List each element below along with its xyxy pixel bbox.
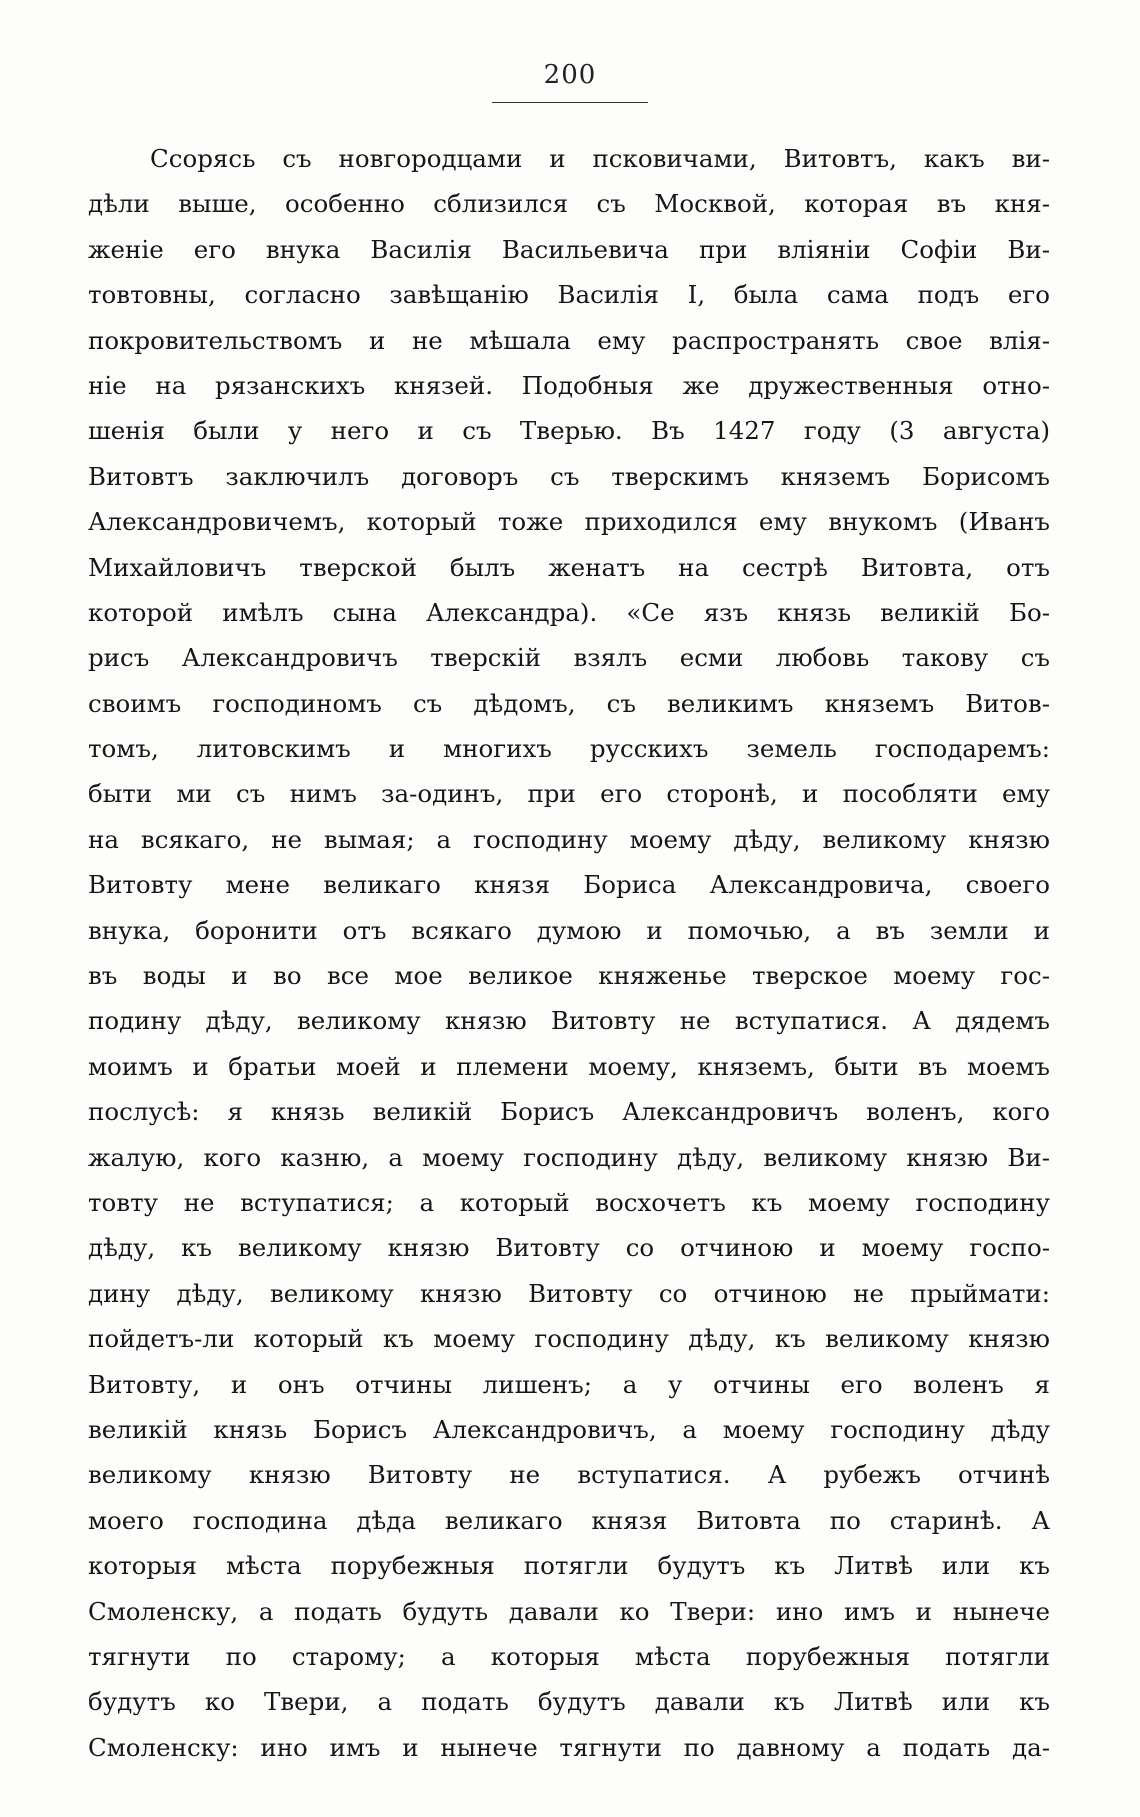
text-line: женіе его внука Василія Васильевича при вліяніи Софіи Ви- (88, 234, 1050, 264)
text-line: на всякаго, не вымая; а господину моему дѣду, великому князю (88, 824, 1050, 854)
text-line: Витовтъ заключилъ договоръ съ тверскимъ княземъ Борисомъ (88, 461, 1050, 491)
text-line: товтовны, согласно завѣщанію Василія I, была сама подъ его (88, 280, 1050, 310)
text-line: моего господина дѣда великаго князя Витовта по старинѣ. А (88, 1505, 1050, 1535)
text-line: ніе на рязанскихъ князей. Подобныя же дружественныя отно- (88, 370, 1050, 400)
text-line: подину дѣду, великому князю Витовту не вступатися. А дядемъ (88, 1006, 1050, 1036)
text-line: послусѣ: я князь великій Борисъ Александровичъ воленъ, кого (88, 1097, 1050, 1127)
text-line: Ссорясь съ новгородцами и псковичами, Витовтъ, какъ ви- (150, 144, 1050, 173)
text-line: быти ми съ нимъ за-одинъ, при его сторонѣ, и пособляти ему (88, 779, 1050, 809)
text-line: которой имѣлъ сына Александра). «Се язъ князь великій Бо- (88, 597, 1050, 627)
text-line: жалую, кого казню, а моему господину дѣду, великому князю Ви- (88, 1142, 1050, 1172)
text-line: томъ, литовскимъ и многихъ русскихъ земель господаремъ: (88, 734, 1050, 764)
body-text (88, 136, 1050, 1770)
text-line: Смоленску: ино имъ и нынече тягнути по давному а подать да- (88, 1732, 1050, 1762)
text-line: великій князь Борисъ Александровичъ, а моему господину дѣду (88, 1414, 1050, 1444)
text-line: своимъ господиномъ съ дѣдомъ, съ великимъ княземъ Витов- (88, 688, 1050, 718)
text-line: Витовту, и онъ отчины лишенъ; а у отчины его воленъ я (88, 1369, 1050, 1399)
text-line: которыя мѣста порубежныя потягли будутъ къ Литвѣ или къ (88, 1551, 1050, 1581)
text-line: рисъ Александровичъ тверскій взялъ есми любовь такову съ (88, 643, 1050, 673)
text-line: дѣду, къ великому князю Витовту со отчиною и моему госпо- (88, 1233, 1050, 1263)
text-line: покровительствомъ и не мѣшала ему распространять свое влія- (88, 325, 1050, 355)
text-line: Смоленску, а подать будуть давали ко Твери: ино имъ и нынече (88, 1596, 1050, 1626)
text-line: Александровичемъ, который тоже приходился ему внукомъ (Иванъ (88, 507, 1050, 537)
text-line: моимъ и братьи моей и племени моему, княземъ, быти въ моемъ (88, 1051, 1050, 1081)
text-line: будутъ ко Твери, а подать будутъ давали къ Литвѣ или къ (88, 1687, 1050, 1717)
text-line: шенія были у него и съ Тверью. Въ 1427 году (3 августа) (88, 416, 1050, 446)
text-line: великому князю Витовту не вступатися. А рубежъ отчинѣ (88, 1460, 1050, 1490)
text-line: внука, боронити отъ всякаго думою и помочью, а въ земли и (88, 915, 1050, 945)
page-number-rule (492, 102, 648, 103)
page-number: 200 (543, 60, 597, 90)
text-line: дину дѣду, великому князю Витовту со отчиною не прыймати: (88, 1278, 1050, 1308)
text-line: Витовту мене великаго князя Бориса Александровича, своего (88, 870, 1050, 900)
text-line: пойдетъ-ли который къ моему господину дѣду, къ великому князю (88, 1324, 1050, 1354)
text-line: товту не вступатися; а который восхочетъ къ моему господину (88, 1187, 1050, 1217)
text-line: въ воды и во все мое великое княженье тверское моему гос- (88, 961, 1050, 991)
text-line: дѣли выше, особенно сблизился съ Москвой, которая въ кня- (88, 189, 1050, 219)
text-line: тягнути по старому; а которыя мѣста порубежныя потягли (88, 1641, 1050, 1671)
text-line: Михайловичъ тверской былъ женатъ на сестрѣ Витовта, отъ (88, 552, 1050, 582)
